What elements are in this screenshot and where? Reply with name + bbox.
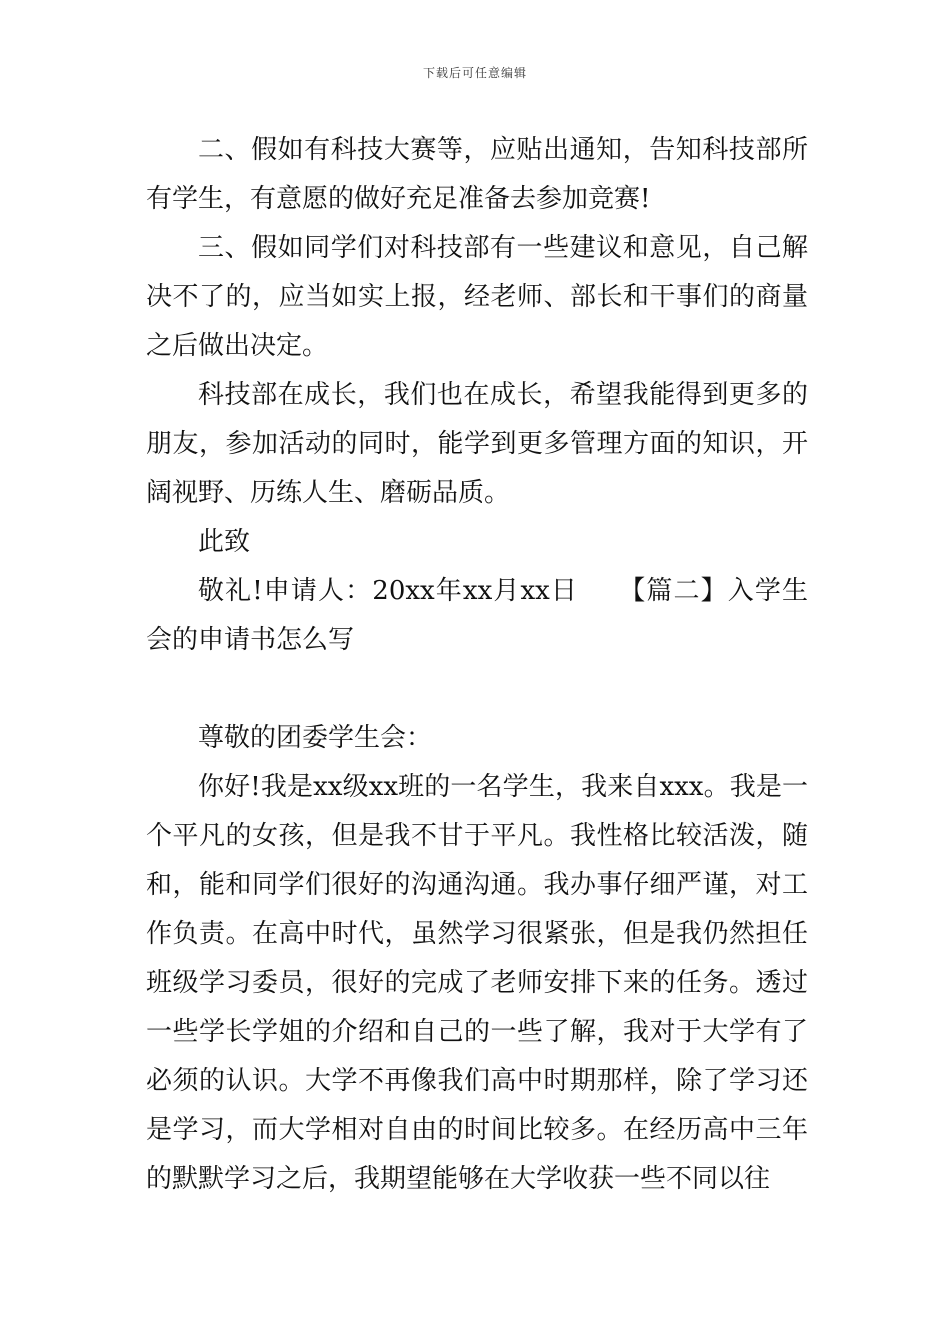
paragraph-suggestions: 三、假如同学们对科技部有一些建议和意见，自己解决不了的，应当如实上报，经老师、部长和干事们的商量之后做出决定。 [146,233,808,361]
page-header-note: 下载后可任意编辑 [422,66,527,80]
paragraph-tech-competition: 二、假如有科技大赛等，应贴出通知，告知科技部所有学生，有意愿的做好充足准备去参加竞赛! [146,135,808,214]
paragraph-signature-and-section-title: 敬礼!申请人：20xx年xx月xx日 【篇二】入学生会的申请书怎么写 [146,576,808,655]
paragraph-growth: 科技部在成长，我们也在成长，希望我能得到更多的朋友，参加活动的同时，能学到更多管理方面的知识，开阔视野、历练人生、磨砺品质。 [146,380,808,508]
paragraph-closing: 此致 [198,527,251,557]
paragraph-self-introduction: 你好!我是xx级xx班的一名学生，我来自xxx。我是一个平凡的女孩，但是我不甘于平凡。我性格比较活泼，随和，能和同学们很好的沟通沟通。我办事仔细严谨，对工作负责。在高中时代，虽然学习很紧张，但是我仍然担任班级学习委员，很好的完成了老师安排下来的任务。透过一些学长学姐的介绍和自己的一些了解，我对于大学有了必须的认识。大学不再像我们高中时期那样，除了学习还是学习，而大学相对自由的时间比较多。在经历高中三年的默默学习之后，我期望能够在大学收获一些不同以往 [146,772,808,1194]
blank-line [146,665,808,714]
paragraph-salutation: 尊敬的团委学生会： [198,723,433,753]
document-body [146,126,808,1204]
